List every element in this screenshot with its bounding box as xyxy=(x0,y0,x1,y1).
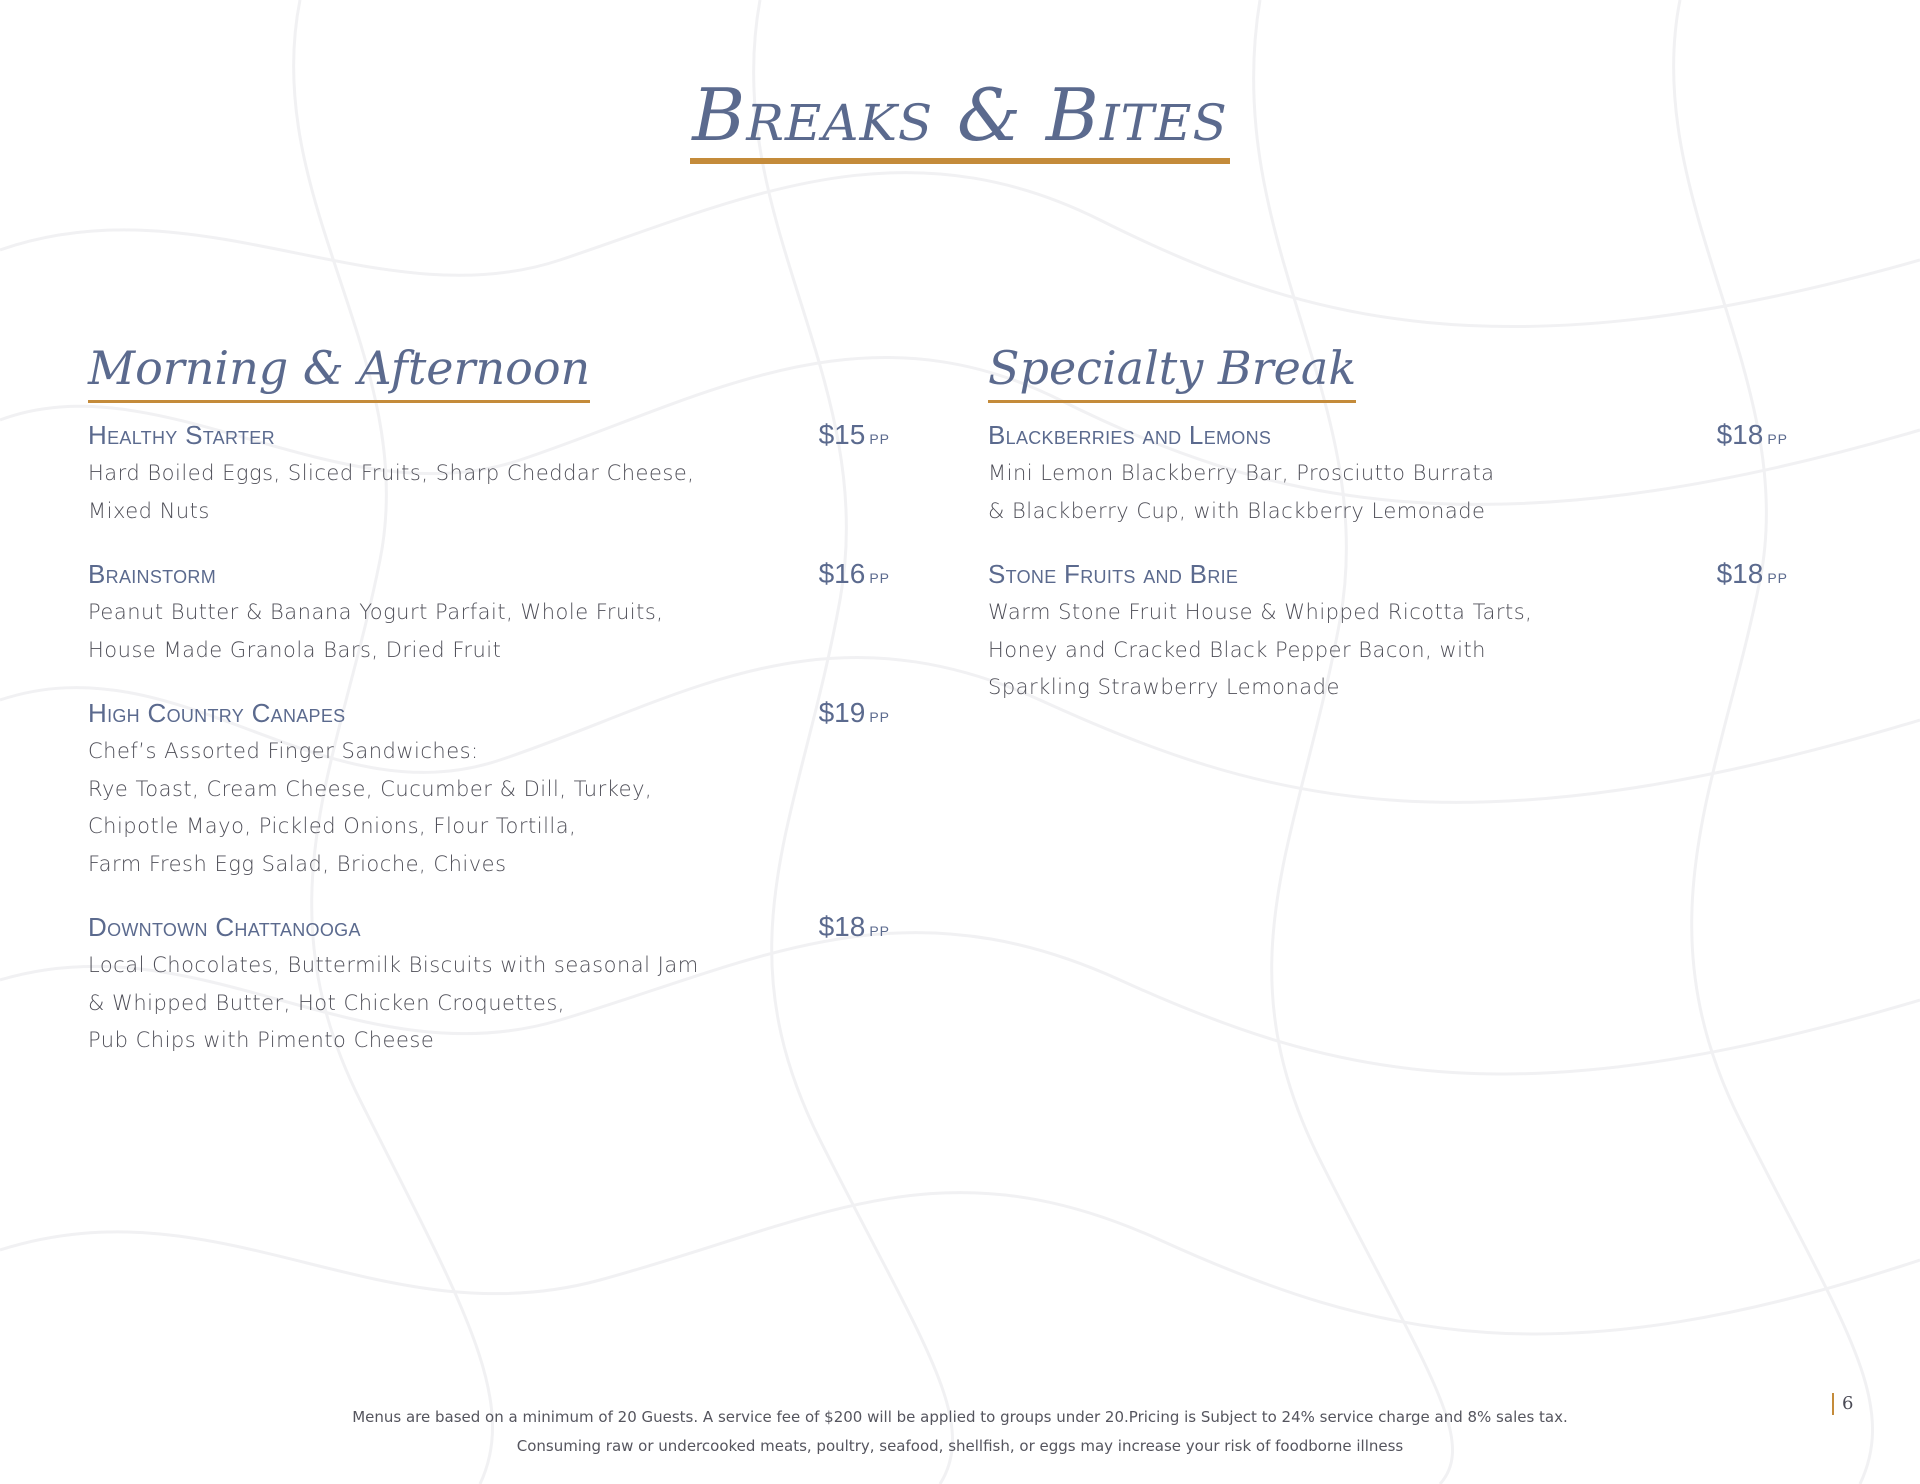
item-description: Peanut Butter & Banana Yogurt Parfait, Whole Fruits, House Made Granola Bars, Dried Fruit xyxy=(88,600,664,662)
menu-item xyxy=(988,556,1788,707)
morning-afternoon-section xyxy=(88,340,888,1086)
page-title: Breaks & Bites xyxy=(690,72,1229,164)
item-price: $15 pp xyxy=(818,419,890,450)
item-name: Brainstorm xyxy=(88,559,217,589)
section-heading-specialty-break: Specialty Break xyxy=(988,340,1356,403)
footer-line-health-warning: Consuming raw or undercooked meats, poultry, seafood, shellfish, or eggs may increase your risk of foodborne illness xyxy=(516,1437,1404,1455)
section-heading-morning-afternoon: Morning & Afternoon xyxy=(88,340,590,403)
item-name: High Country Canapes xyxy=(88,698,346,728)
price-unit: pp xyxy=(869,566,890,588)
price-unit: pp xyxy=(869,705,890,727)
page-number: 6 xyxy=(1832,1393,1853,1415)
menu-item xyxy=(988,417,1788,530)
item-description: Chef’s Assorted Finger Sandwiches: Rye Toast, Cream Cheese, Cucumber & Dill, Turkey, Chipotle Mayo, Pickled Onions, Flour Tortilla, Farm Fresh Egg Salad, Brioche, Chives xyxy=(88,739,653,876)
item-description: Warm Stone Fruit House & Whipped Ricotta Tarts, Honey and Cracked Black Pepper Bacon, with Sparkling Strawberry Lemonade xyxy=(988,600,1533,699)
item-name: Stone Fruits and Brie xyxy=(988,559,1239,589)
item-price: $18 pp xyxy=(1716,419,1788,450)
price-unit: pp xyxy=(1767,427,1788,449)
menu-item xyxy=(88,909,888,1060)
item-name: Blackberries and Lemons xyxy=(988,420,1272,450)
footer-notice xyxy=(0,1403,1920,1461)
item-price: $16 pp xyxy=(818,558,890,589)
item-price: $18 pp xyxy=(1716,558,1788,589)
specialty-break-section xyxy=(988,340,1788,733)
price-unit: pp xyxy=(869,919,890,941)
item-description: Mini Lemon Blackberry Bar, Prosciutto Burrata & Blackberry Cup, with Blackberry Lemonade xyxy=(988,461,1495,523)
item-name: Downtown Chattanooga xyxy=(88,912,361,942)
item-price: $18 pp xyxy=(818,911,890,942)
price-unit: pp xyxy=(1767,566,1788,588)
menu-item xyxy=(88,417,888,530)
item-name: Healthy Starter xyxy=(88,420,275,450)
page-title-block xyxy=(0,72,1920,164)
menu-item xyxy=(88,556,888,669)
item-description: Hard Boiled Eggs, Sliced Fruits, Sharp Cheddar Cheese, Mixed Nuts xyxy=(88,461,695,523)
price-unit: pp xyxy=(869,427,890,449)
menu-item xyxy=(88,695,888,883)
footer-line-pricing: Menus are based on a minimum of 20 Guests. A service fee of $200 will be applied to groups under 20.Pricing is Subject to 24% service charge and 8% sales tax. xyxy=(352,1408,1568,1426)
item-price: $19 pp xyxy=(818,697,890,728)
item-description: Local Chocolates, Buttermilk Biscuits with seasonal Jam & Whipped Butter, Hot Chicken Croquettes, Pub Chips with Pimento Cheese xyxy=(88,953,699,1052)
